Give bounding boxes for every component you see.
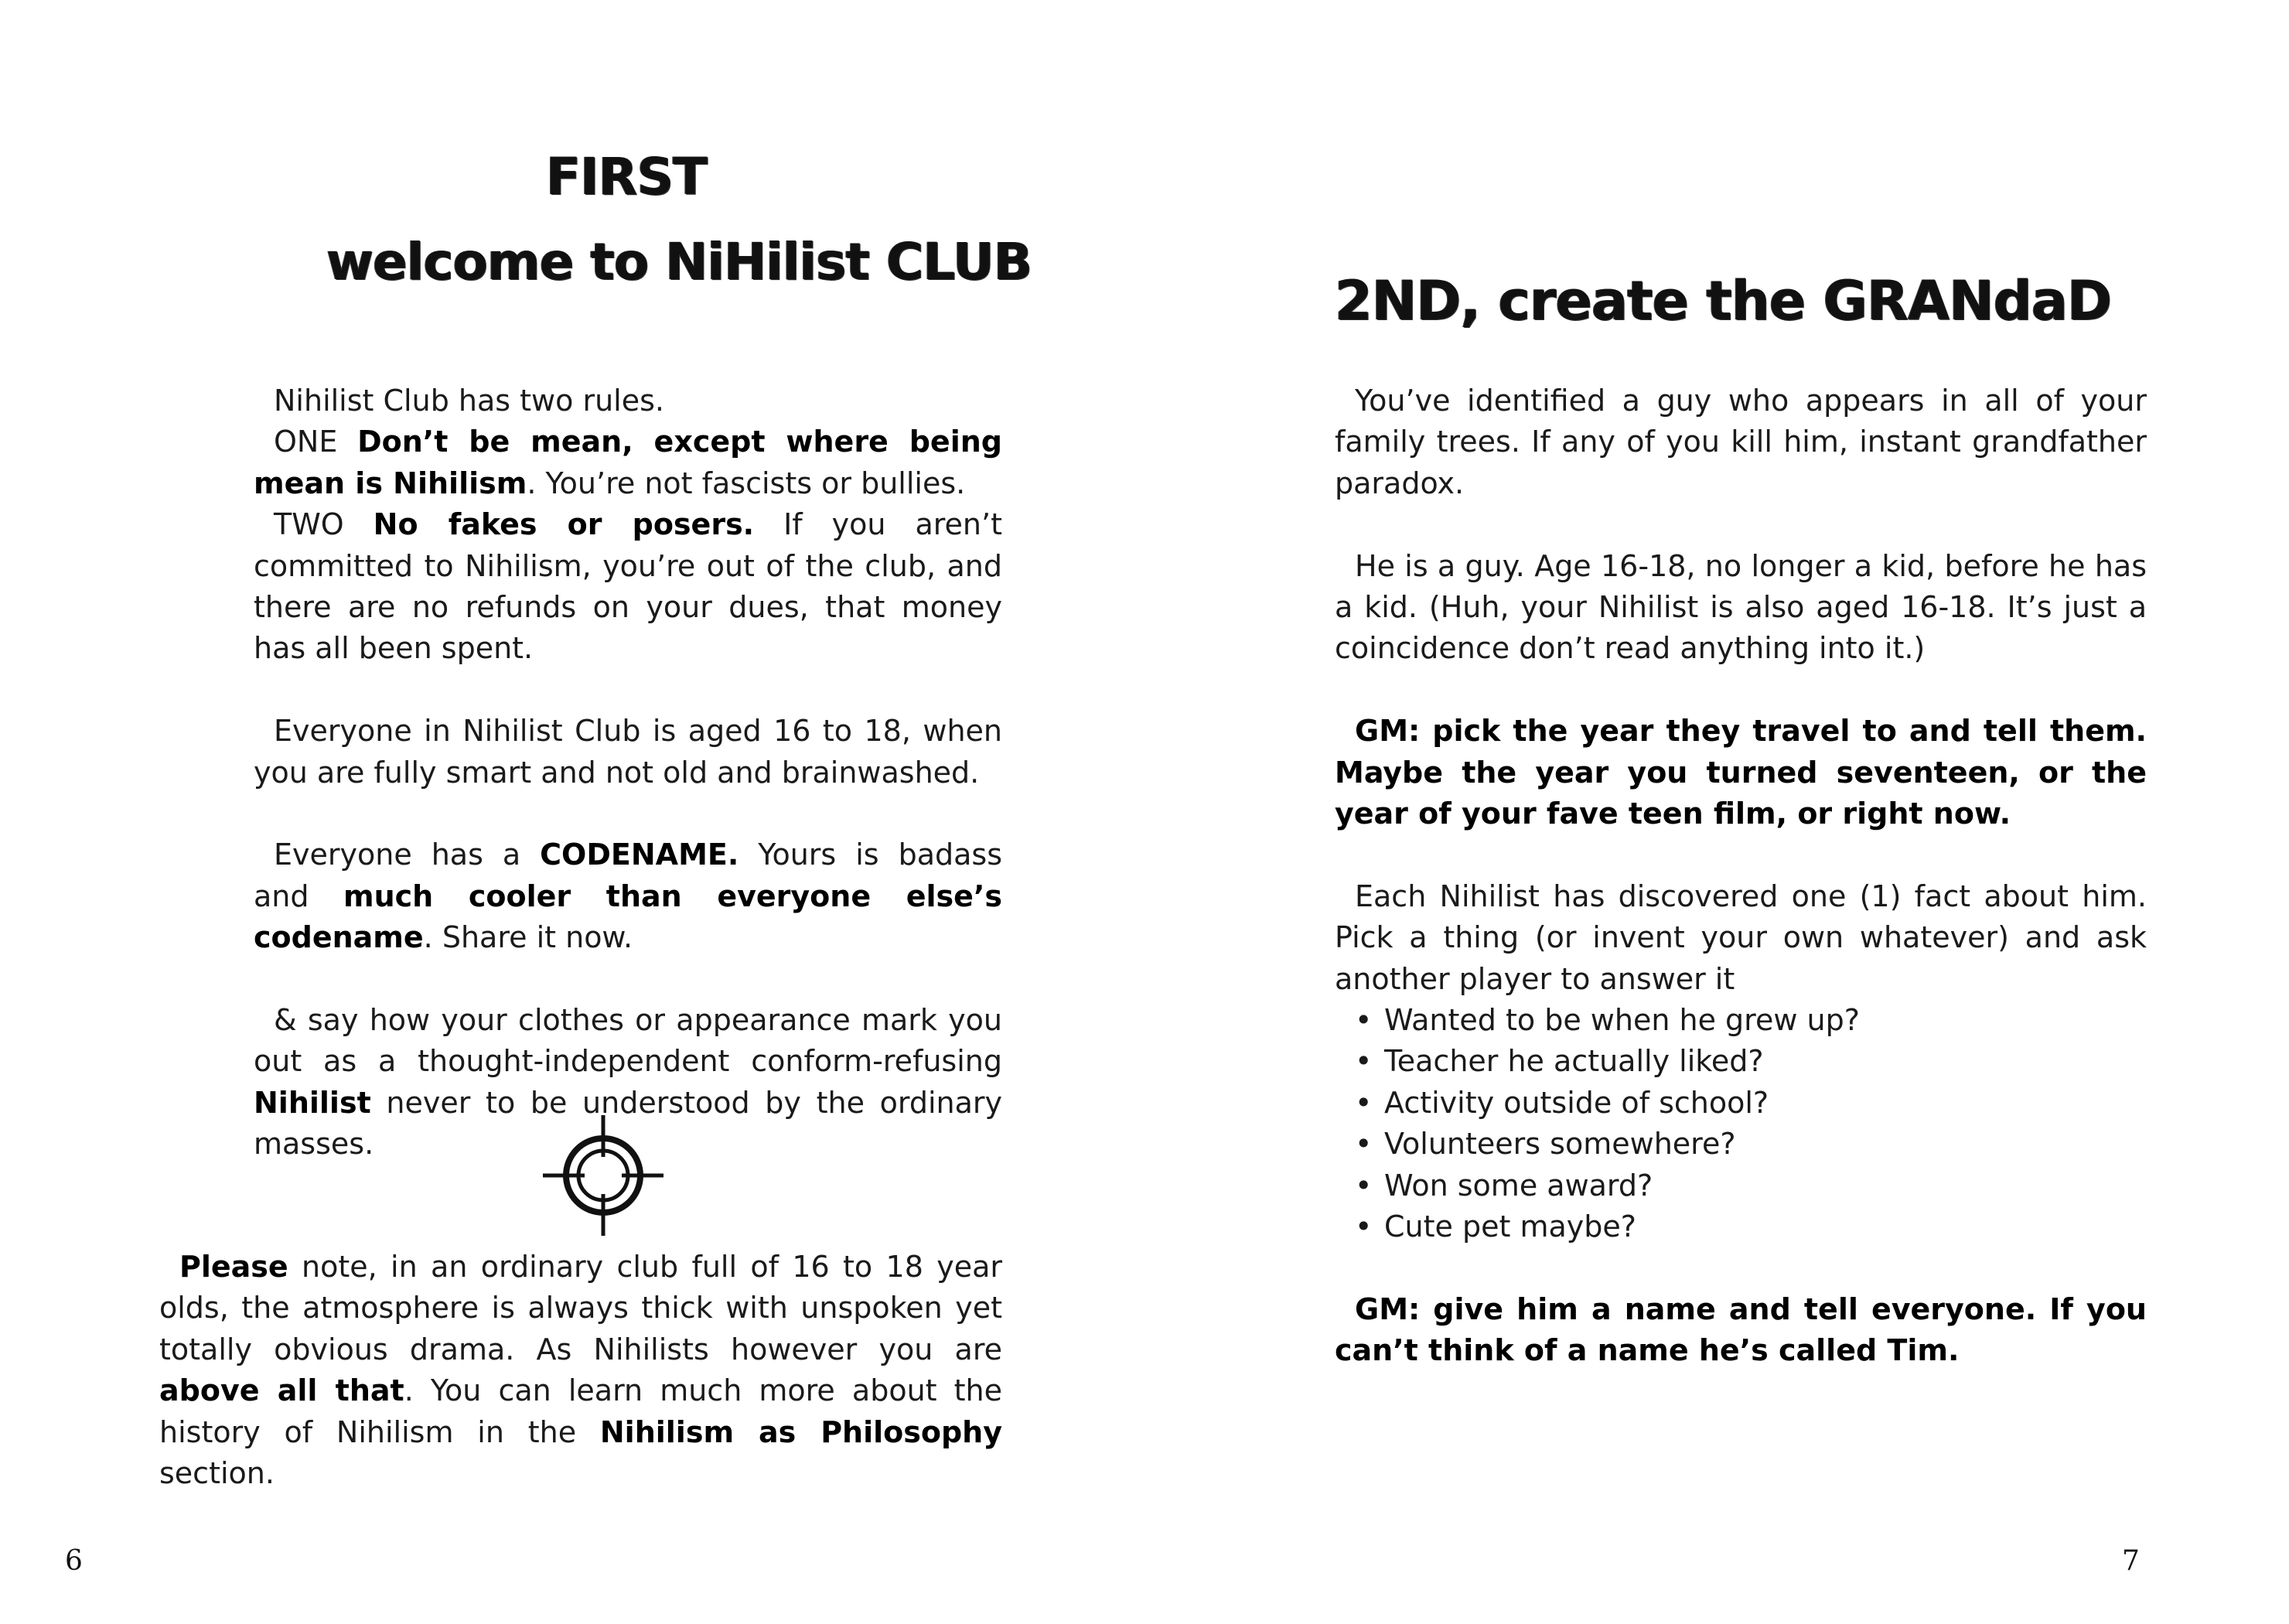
fact-paragraph: Each Nihilist has discovered one (1) fact about him. Pick a thing (or invent your own whatever) and ask another player to answer it [1335,879,2147,996]
rule-two-bold: No fakes or posers. [373,507,755,542]
rule-two-prefix: TWO [274,507,374,542]
codename-paragraph [254,834,1002,958]
heading-welcome: welcome to NiHilist CLUB [326,232,1032,292]
list-item: • Cute pet maybe? [1335,1206,2147,1247]
page-number: 7 [2122,1545,2140,1577]
heading-first: FIRST [545,147,708,206]
note-part-3: section. [159,1456,275,1491]
fact-options-list [1335,1000,2147,1247]
crosshair-icon [541,1114,665,1237]
grandad-intro: You’ve identified a guy who appears in all of your family trees. If any of you kill him, instant grandfather paradox. [1335,384,2147,500]
left-page [0,0,1144,1624]
note-part-1: note, in an ordinary club full of 16 to 18 year olds, the atmosphere is always thick with unspoken yet totally obvious drama. As Nihilists however you are [159,1250,1002,1366]
codename-mid: Yours is badass and [254,838,1002,913]
codename-bold-2: much cooler than everyone else’s codename [254,879,1002,955]
appearance-prefix: & say how your clothes or appearance mark you out as a thought-independent conform-refusing [254,1003,1002,1079]
rules-intro: Nihilist Club has two rules. [274,384,664,418]
codename-prefix: Everyone has a [274,838,541,872]
note-bold-above: above all that [159,1373,404,1408]
note-part-2: . You can learn much more about the history of Nihilism in the [159,1373,1003,1449]
grandad-age-paragraph: He is a guy. Age 16-18, no longer a kid, before he has a kid. (Huh, your Nihilist is also aged 16-18. It’s just a coincidence don’t read anything into it.) [1335,548,2147,666]
list-item: • Activity outside of school? [1335,1083,2147,1124]
page-number: 6 [65,1545,83,1577]
note-bold-please: Please [179,1250,288,1284]
gm-year-bold: GM: pick the year they travel to and tell them. Maybe the year you turned seventeen, or the year of your fave teen film, or right now. [1335,714,2147,831]
gm-name-bold: GM: give him a name and tell everyone. If you can’t think of a name he’s called Tim. [1335,1291,2147,1368]
list-item: • Wanted to be when he grew up? [1335,1000,2147,1041]
rule-one [254,421,1002,504]
rule-one-bold: Don’t be mean, except where being mean is Nihilism [254,425,1002,500]
appearance-rest: never to be understood by the ordinary masses. [254,1085,1002,1162]
list-item: • Volunteers somewhere? [1335,1124,2147,1165]
drama-note [159,1247,1002,1494]
rule-two [254,504,1002,670]
gm-year-instruction [1335,711,2147,834]
rule-one-prefix: ONE [274,425,358,459]
list-item: • Won some award? [1335,1165,2147,1206]
codename-rest: . Share it now. [423,920,633,955]
note-bold-philosophy: Nihilism as Philosophy [599,1414,1003,1449]
right-page [1144,0,2289,1624]
rule-two-rest: If you aren’t committed to Nihilism, you’re out of the club, and there are no refunds on your dues, that money has all been spent. [254,507,1002,666]
club-rules-section [254,380,1002,1165]
gm-name-instruction [1335,1289,2147,1372]
list-item: • Teacher he actually liked? [1335,1041,2147,1082]
age-paragraph: Everyone in Nihilist Club is aged 16 to 18, when you are fully smart and not old and brainwashed. [254,714,1002,790]
drama-note-paragraph [159,1247,1002,1494]
codename-bold: CODENAME. [540,838,739,872]
grandad-section [1335,380,2147,1372]
rule-one-rest: . You’re not fascists or bullies. [527,466,966,500]
appearance-bold: Nihilist [254,1085,371,1120]
heading-grandad: 2ND, create the GRANdaD [1335,269,2112,333]
